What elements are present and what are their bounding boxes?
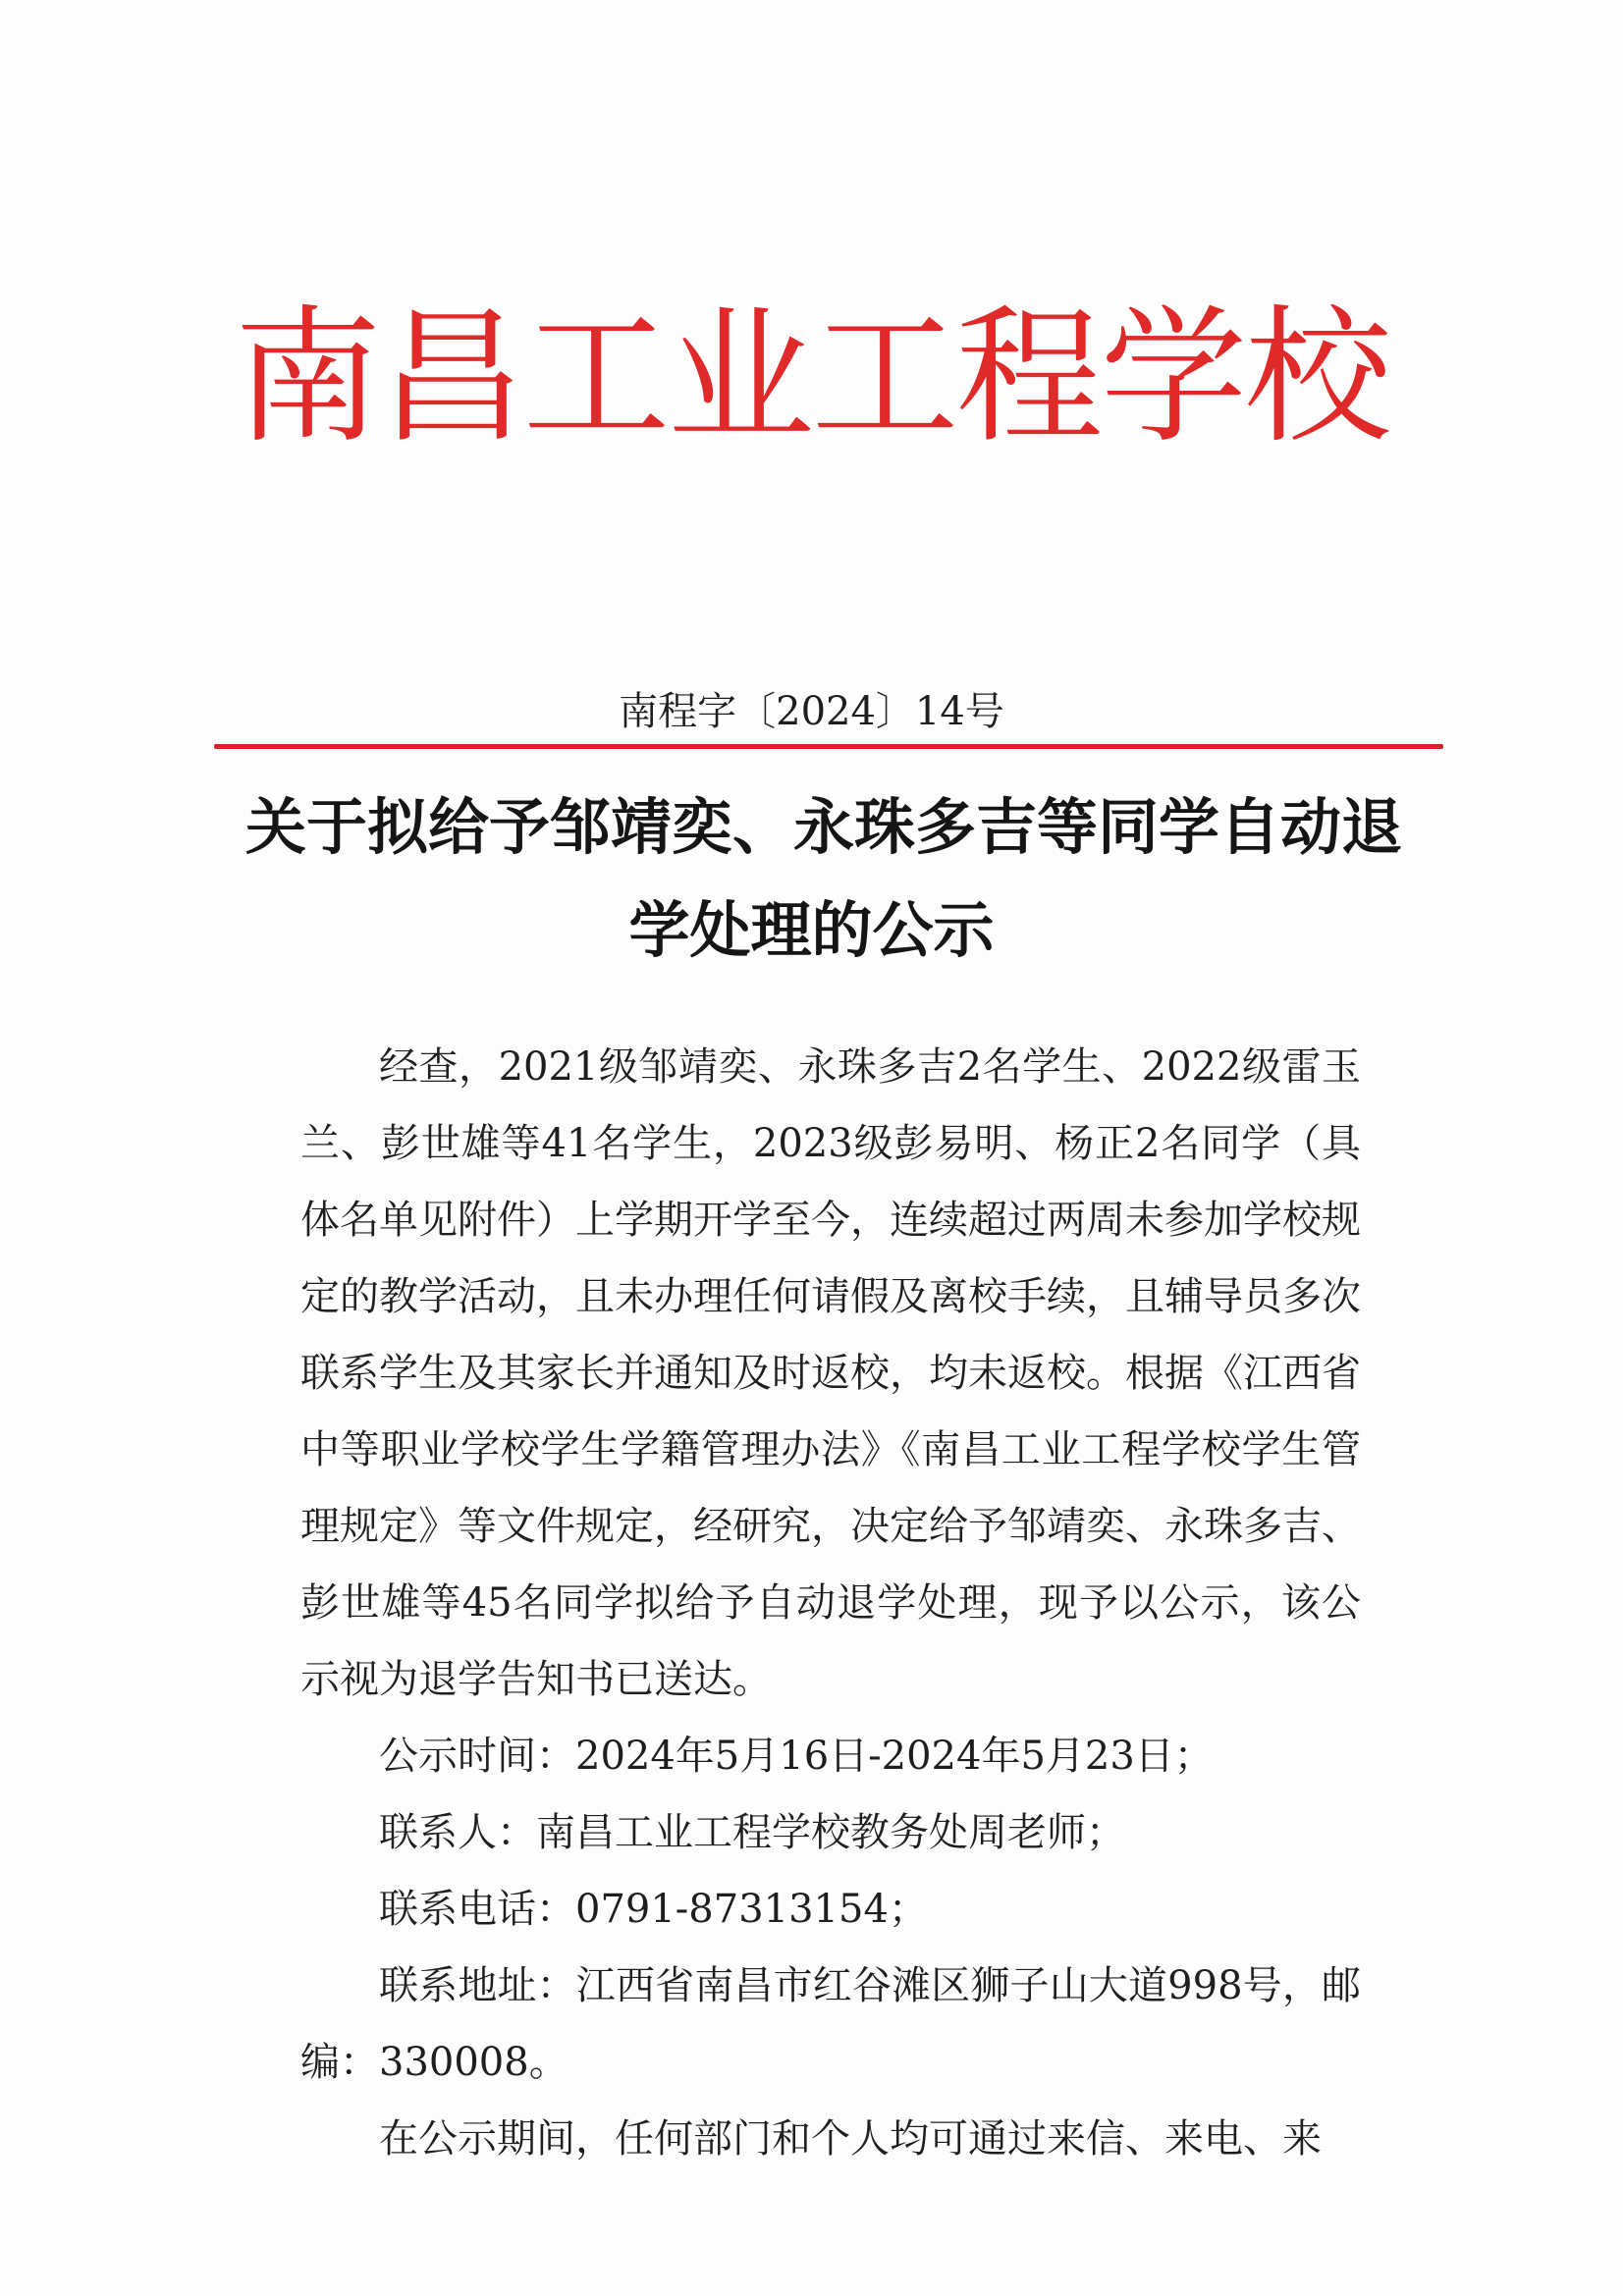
notice-title [245, 775, 1403, 982]
school-name-header: 南昌工业工程学校 [234, 293, 1389, 463]
body-paragraph-main: 经查，2021级邹靖奕、永珠多吉2名学生、2022级雷玉兰、彭世雄等41名学生，2023级彭易明、杨正2名同学（具体名单见附件）上学期开学至今，连续超过两周未参加学校规定的教学活动，且未办理任何请假及离校手续，且辅导员多次联系学生及其家长并通知及时返校，均未返校。根据《江西省中等职业学校学生学籍管理办法》《南昌工业工程学校学生管理规定》等文件规定，经研究，决定给予邹靖奕、永珠多吉、彭世雄等45名同学拟给予自动退学处理，现予以公示，该公示视为退学告知书已送达。 [300, 1044, 1361, 1702]
notice-title-line-2: 学处理的公示 [628, 894, 995, 966]
document-number: 南程字〔2024〕14号 [619, 689, 1004, 734]
red-divider-line [214, 744, 1443, 749]
notice-body [300, 1029, 1361, 2177]
contact-address: 联系地址：江西省南昌市红谷滩区狮子山大道998号，邮编：330008。 [300, 1963, 1361, 2085]
contact-phone: 联系电话：0791-87313154； [379, 1887, 928, 1932]
notice-title-line-1: 关于拟给予邹靖奕、永珠多吉等同学自动退 [245, 791, 1403, 863]
contact-person: 联系人：南昌工业工程学校教务处周老师； [379, 1810, 1125, 1855]
body-paragraph-feedback: 在公示期间，任何部门和个人均可通过来信、来电、来 [379, 2116, 1322, 2162]
publicity-period: 公示时间：2024年5月16日-2024年5月23日； [379, 1734, 1214, 1779]
